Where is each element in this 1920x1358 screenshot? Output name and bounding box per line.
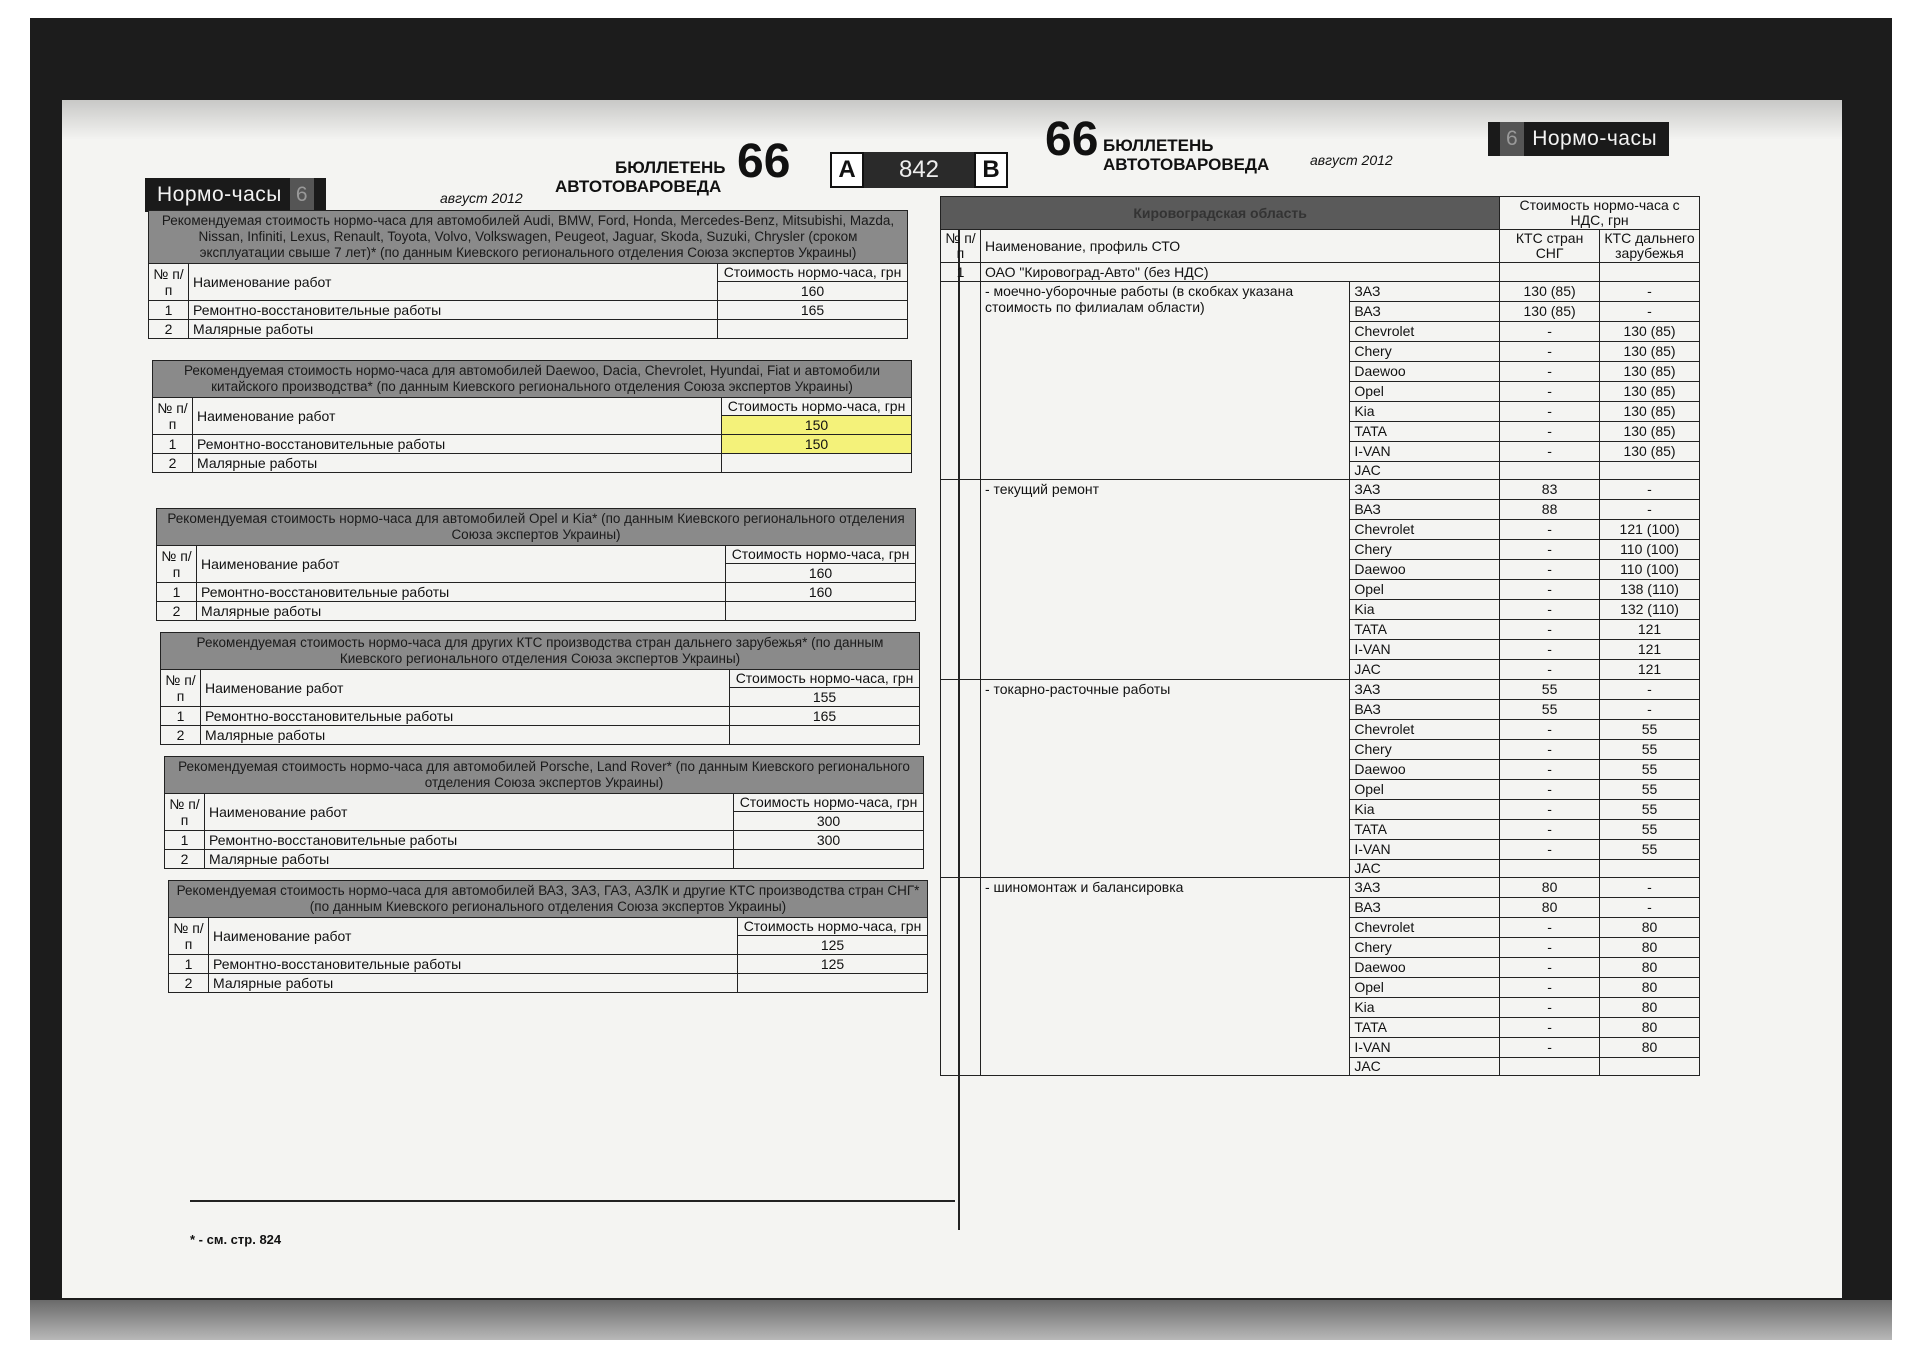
cis-price: - [1500,560,1600,580]
cis-price: - [1500,820,1600,840]
foreign-price: 130 (85) [1600,402,1700,422]
row-num: 2 [153,454,193,473]
col-num-header: № п/п [165,794,205,831]
brand-name: JAC [1350,1058,1500,1076]
foreign-price: 80 [1600,998,1700,1018]
col-price-header: Стоимость нормо-часа, грн [718,264,908,282]
cis-price: - [1500,640,1600,660]
foreign-price: 55 [1600,800,1700,820]
col-foreign-header: КТС дальнего зарубежья [1600,230,1700,263]
price-value-1: 160 [726,564,916,583]
cis-price: 130 (85) [1500,302,1600,322]
work-type: - текущий ремонт [980,480,1349,680]
foreign-price: - [1600,500,1700,520]
col-price-header: Стоимость нормо-часа, грн [726,546,916,564]
work-type: - токарно-расточные работы [980,680,1349,878]
right-bulletin-line1: БЮЛЛЕТЕНЬ [1103,136,1214,155]
brand-name: Chevrolet [1350,322,1500,342]
cis-price: 80 [1500,878,1600,898]
cis-price: - [1500,442,1600,462]
cis-price: 55 [1500,680,1600,700]
brand-name: Opel [1350,382,1500,402]
row-name: Ремонтно-восстановительные работы [201,707,730,726]
rate-table-title: Рекомендуемая стоимость нормо-часа для автомобилей Opel и Kia* (по данным Киевского регионального отделения Союза экспертов Украины) [157,509,916,546]
cis-price: - [1500,720,1600,740]
left-bulletin-line1: БЮЛЛЕТЕНЬ [615,158,726,177]
brand-name: ВАЗ [1350,700,1500,720]
cis-price: 88 [1500,500,1600,520]
row-name: Малярные работы [193,454,722,473]
cis-price: - [1500,342,1600,362]
cis-price: - [1500,520,1600,540]
cis-price: - [1500,322,1600,342]
col-name-header: Наименование работ [197,546,726,583]
col-name-header: Наименование работ [201,670,730,707]
foreign-price: 80 [1600,978,1700,998]
row-num: 2 [149,320,189,339]
brand-name: TATA [1350,620,1500,640]
brand-name: Kia [1350,402,1500,422]
cis-price: - [1500,402,1600,422]
price-header: Стоимость нормо-часа с НДС, грн [1500,197,1700,230]
cis-price: - [1500,840,1600,860]
right-issue-date: август 2012 [1310,152,1393,168]
left-issue-date: август 2012 [440,190,523,206]
cis-price: - [1500,660,1600,680]
brand-name: Kia [1350,800,1500,820]
foreign-price: 130 (85) [1600,342,1700,362]
kiro-row [941,680,1700,700]
row-num: 2 [161,726,201,745]
col-name-header: Наименование работ [189,264,718,301]
right-section-tab-number: 6 [1500,122,1524,156]
kiro-row [941,480,1700,500]
col-name-header: Наименование работ [209,918,738,955]
row-num: 2 [169,974,209,993]
rate-table-title: Рекомендуемая стоимость нормо-часа для других КТС производства стран дальнего зарубежья* (по данным Киевского регионального отделения Союза экспертов Украины) [161,633,920,670]
rate-table-4 [160,632,920,745]
col-price-header: Стоимость нормо-часа, грн [722,398,912,416]
rate-table-3 [156,508,916,621]
brand-name: ВАЗ [1350,500,1500,520]
row-num: 1 [161,707,201,726]
col-price-header: Стоимость нормо-часа, грн [734,794,924,812]
rate-table-6 [168,880,928,993]
row-name: Ремонтно-восстановительные работы [209,955,738,974]
cis-price: - [1500,978,1600,998]
row-name: Ремонтно-восстановительные работы [205,831,734,850]
foreign-price: 55 [1600,740,1700,760]
brand-name: Chery [1350,540,1500,560]
brand-name: Daewoo [1350,362,1500,382]
foreign-price: 121 [1600,660,1700,680]
brand-name: Kia [1350,600,1500,620]
foreign-price: - [1600,878,1700,898]
cis-price: 83 [1500,480,1600,500]
cis-price [1500,1058,1600,1076]
brand-name: TATA [1350,820,1500,840]
price-value-2: 150 [722,435,912,454]
brand-name: ЗАЗ [1350,480,1500,500]
col-name-header: Наименование, профиль СТО [980,230,1499,263]
row-name: Ремонтно-восстановительные работы [189,301,718,320]
page-letter-b: В [974,152,1008,188]
foreign-price: 55 [1600,840,1700,860]
cis-price: - [1500,422,1600,442]
foreign-price: 55 [1600,780,1700,800]
foreign-price: 80 [1600,1018,1700,1038]
kiro-row [941,282,1700,302]
cis-price: - [1500,382,1600,402]
col-num-header: № п/п [157,546,197,583]
brand-name: ВАЗ [1350,302,1500,322]
brand-name: I-VAN [1350,1038,1500,1058]
cis-price: - [1500,362,1600,382]
row-name: Малярные работы [205,850,734,869]
brand-name: ЗАЗ [1350,878,1500,898]
foreign-price: - [1600,700,1700,720]
brand-name: JAC [1350,860,1500,878]
row-num: 2 [165,850,205,869]
cis-price: 80 [1500,898,1600,918]
row-number: 1 [941,263,981,282]
brand-name: Opel [1350,580,1500,600]
cis-price: - [1500,998,1600,1018]
company-name: ОАО "Кировоград-Авто" (без НДС) [980,263,1499,282]
foreign-price: 138 (110) [1600,580,1700,600]
row-name: Ремонтно-восстановительные работы [193,435,722,454]
price-value-2: 300 [734,831,924,850]
brand-name: Chevrolet [1350,918,1500,938]
cis-price: - [1500,580,1600,600]
cis-price: - [1500,740,1600,760]
row-num: 1 [153,435,193,454]
col-num-header: № п/п [153,398,193,435]
brand-name: Chevrolet [1350,720,1500,740]
left-section-tab-label: Нормо-часы [157,183,282,206]
col-num-header: № п/п [941,230,981,263]
row-num: 1 [149,301,189,320]
foreign-price: 130 (85) [1600,382,1700,402]
brand-name: Daewoo [1350,560,1500,580]
cis-price: - [1500,540,1600,560]
brand-name: ВАЗ [1350,898,1500,918]
row-name: Малярные работы [197,602,726,621]
rate-table-title: Рекомендуемая стоимость нормо-часа для автомобилей Porsche, Land Rover* (по данным Киевского регионального отделения Союза экспертов Украины) [165,757,924,794]
foreign-price [1600,1058,1700,1076]
brand-name: I-VAN [1350,442,1500,462]
foreign-price: 130 (85) [1600,362,1700,382]
left-issue-number: 66 [737,135,791,188]
brand-name: Chery [1350,740,1500,760]
col-name-header: Наименование работ [205,794,734,831]
rate-table-2 [152,360,912,473]
brand-name: Chery [1350,938,1500,958]
row-name: Малярные работы [189,320,718,339]
price-value-1: 300 [734,812,924,831]
right-bulletin-title [1045,113,1295,176]
foreign-price: 80 [1600,958,1700,978]
cis-price [1500,462,1600,480]
foreign-price [1600,462,1700,480]
foreign-price: 80 [1600,918,1700,938]
brand-name: Chery [1350,342,1500,362]
brand-name: Daewoo [1350,760,1500,780]
cis-price: - [1500,958,1600,978]
left-bulletin-title [555,135,795,198]
rate-table-title: Рекомендуемая стоимость нормо-часа для автомобилей ВАЗ, ЗАЗ, ГАЗ, АЗЛК и другие КТС производства стран СНГ* (по данным Киевского регионального отделения Союза экспертов Украины) [169,881,928,918]
row-name: Малярные работы [209,974,738,993]
brand-name: TATA [1350,422,1500,442]
foreign-price: 55 [1600,720,1700,740]
foreign-price: - [1600,480,1700,500]
foreign-price: - [1600,680,1700,700]
brand-name: JAC [1350,660,1500,680]
rate-table-5 [164,756,924,869]
footnote-divider [190,1200,955,1202]
cis-price [1500,860,1600,878]
foreign-price: - [1600,898,1700,918]
right-section-tab-label: Нормо-часы [1532,127,1658,150]
rate-table-title: Рекомендуемая стоимость нормо-часа для автомобилей Daewoo, Dacia, Chevrolet, Hyundai, Fiat и автомобили китайского производства* (по данным Киевского регионального отделения Союза экспертов Украины) [153,361,912,398]
price-value-2: 125 [738,955,928,974]
brand-name: TATA [1350,1018,1500,1038]
price-value-2: 160 [726,583,916,602]
foreign-price: 121 [1600,620,1700,640]
price-value-1: 155 [730,688,920,707]
cis-price: - [1500,600,1600,620]
page-letter-a: А [830,152,864,188]
col-name-header: Наименование работ [193,398,722,435]
cis-price: - [1500,938,1600,958]
foreign-price: - [1600,302,1700,322]
brand-name: I-VAN [1350,840,1500,860]
col-num-header: № п/п [149,264,189,301]
left-bulletin-line2: АВТОТОВАРОВЕДА [555,177,722,196]
left-section-tab-number: 6 [290,178,314,212]
region-title: Кировоградская область [941,197,1500,230]
price-value-1: 150 [722,416,912,435]
cis-price: - [1500,800,1600,820]
kirovograd-table [940,196,1700,1076]
row-num: 1 [165,831,205,850]
brand-name: I-VAN [1350,640,1500,660]
foreign-price: 80 [1600,1038,1700,1058]
cis-price: - [1500,1018,1600,1038]
right-bulletin-line2: АВТОТОВАРОВЕДА [1103,155,1270,174]
foreign-price: 110 (100) [1600,540,1700,560]
foreign-price: 110 (100) [1600,560,1700,580]
right-section-tab [1488,122,1669,156]
row-num: 1 [157,583,197,602]
brand-name: Daewoo [1350,958,1500,978]
col-num-header: № п/п [161,670,201,707]
kiro-row [941,878,1700,898]
brand-name: Opel [1350,780,1500,800]
brand-name: Chevrolet [1350,520,1500,540]
cis-price: 55 [1500,700,1600,720]
foreign-price: 130 (85) [1600,442,1700,462]
row-name: Малярные работы [201,726,730,745]
rate-table-title: Рекомендуемая стоимость нормо-часа для автомобилей Audi, BMW, Ford, Honda, Mercedes-Benz, Mitsubishi, Mazda, Nissan, Infiniti, Lexus, Renault, Toyota, Volvo, Volkswagen, Peugeot, Jaguar, Skoda, Suzuki, Chrysler (сроком эксплуатации свыше 7 лет)* (по данным Киевского регионального отделения Союза экспертов Украины) [149,211,908,264]
brand-name: ЗАЗ [1350,680,1500,700]
foreign-price: 55 [1600,760,1700,780]
brand-name: Opel [1350,978,1500,998]
left-section-tab [145,178,326,212]
cis-price: - [1500,1038,1600,1058]
col-price-header: Стоимость нормо-часа, грн [738,918,928,936]
right-issue-number: 66 [1045,113,1099,166]
foreign-price: 121 (100) [1600,520,1700,540]
price-value-2: 165 [730,707,920,726]
row-num: 2 [157,602,197,621]
rate-table-1 [148,210,908,339]
footnote: * - см. стр. 824 [190,1232,282,1247]
cis-price: - [1500,620,1600,640]
foreign-price: 55 [1600,820,1700,840]
foreign-price: - [1600,282,1700,302]
brand-name: ЗАЗ [1350,282,1500,302]
foreign-price: 130 (85) [1600,422,1700,442]
col-cis-header: КТС стран СНГ [1500,230,1600,263]
price-value-1: 160 [718,282,908,301]
page-number: 842 [864,152,974,188]
foreign-price: 121 [1600,640,1700,660]
brand-name: Kia [1350,998,1500,1018]
col-num-header: № п/п [169,918,209,955]
foreign-price: 132 (110) [1600,600,1700,620]
foreign-price: 130 (85) [1600,322,1700,342]
page-bottom-shadow [30,1300,1892,1340]
cis-price: - [1500,780,1600,800]
work-type: - шиномонтаж и балансировка [980,878,1349,1076]
cis-price: 130 (85) [1500,282,1600,302]
row-num: 1 [169,955,209,974]
foreign-price: 80 [1600,938,1700,958]
foreign-price [1600,860,1700,878]
cis-price: - [1500,918,1600,938]
col-price-header: Стоимость нормо-часа, грн [730,670,920,688]
brand-name: JAC [1350,462,1500,480]
cis-price: - [1500,760,1600,780]
work-type: - моечно-уборочные работы (в скобках указана стоимость по филиалам области) [980,282,1349,480]
row-name: Ремонтно-восстановительные работы [197,583,726,602]
price-value-2: 165 [718,301,908,320]
price-value-1: 125 [738,936,928,955]
